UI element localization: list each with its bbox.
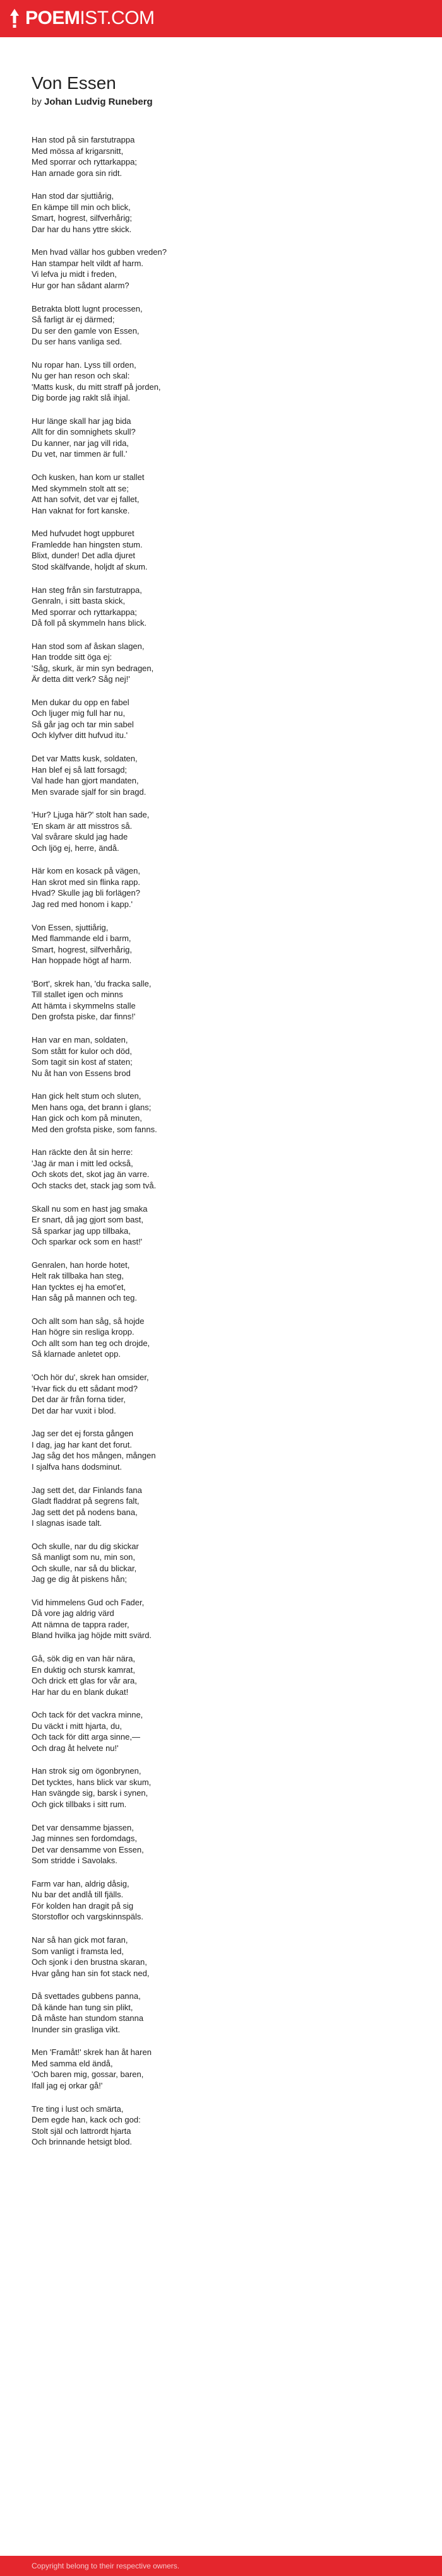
poem-line: Här kom en kosack på vägen, [32,866,140,876]
poem-line: Smart, hogrest, silfverhårig, [32,944,132,954]
poem-line: Tre ting i lust och smärta, [32,2104,124,2114]
poem-line: Och sparkar ock som en hast!' [32,1237,143,1247]
poem-line: Jag sett det, dar Finlands fana [32,1485,142,1495]
poem-line: 'Och hör du', skrek han omsider, [32,1373,149,1383]
poem-line: Farm var han, aldrig dåsig, [32,1878,129,1888]
poem-line: 'Hvar fick du ett sådant mod? [32,1383,138,1393]
poem-line: Och tack för ditt arga sinne,— [32,1732,140,1742]
poem-line: Men dukar du opp en fabel [32,697,129,707]
poem-line: Det var densamme bjassen, [32,1822,134,1832]
poem-line: Vid himmelens Gud och Fader, [32,1597,145,1607]
poem-line: Skall nu som en hast jag smaka [32,1203,148,1214]
poem-line: Men hvad vällar hos gubben vreden? [32,247,167,257]
stanza [32,1372,410,1416]
stanza [32,922,410,966]
poem-line: Inunder sin grasliga vikt. [32,2024,121,2034]
poem-line: Och allt som han såg, så hojde [32,1316,145,1326]
poem-line: Så sparkar jag upp tillbaka, [32,1226,131,1236]
poem-line: Blixt, dunder! Det adla djuret [32,551,136,561]
poem-line: Nu ropar han. Lyss till orden, [32,360,136,370]
poem-line: Och ljög ej, herre, ändå. [32,843,119,853]
poem-line: Han hoppade högt af harm. [32,956,132,966]
stanza [32,1260,410,1304]
poem-line: Som stridde i Savolaks. [32,1856,117,1866]
poem-line: Hur gor han sådant alarm? [32,280,129,290]
poem-line: Att nämna de tappra rader, [32,1619,129,1629]
stanza [32,753,410,797]
poem-line: Dig borde jag raklt slå ihjal. [32,393,131,403]
stanza [32,641,410,685]
stanza [32,1653,410,1697]
stanza [32,865,410,910]
stanza [32,1597,410,1641]
stanza [32,1485,410,1529]
stanza [32,697,410,741]
stanza [32,1765,410,1810]
poem-line: I slagnas isade talt. [32,1518,102,1528]
stanza [32,1034,410,1079]
poem-line: Med hufvudet hogt uppburet [32,529,134,539]
poem-line: Så manligt som nu, min son, [32,1552,136,1562]
poem-line: Och skulle, nar du dig skickar [32,1541,139,1551]
poem-line: Som tagit sin kost af staten; [32,1057,133,1067]
author-link[interactable]: Johan Ludvig Runeberg [44,97,153,107]
poem-line: Storstoflor och vargskinnspäls. [32,1912,144,1922]
poem-line: Han trodde sitt öga ej: [32,652,112,662]
poem-line: Hvar gång han sin fot stack ned, [32,1968,150,1978]
poem-line: Han blef ej så latt forsagd; [32,764,128,775]
poem-line: En kämpe till min och blick, [32,202,131,212]
poem-line: Och drag åt helvete nu!' [32,1743,119,1753]
stanza [32,360,410,404]
poem-body [32,134,410,2160]
poem-line: Jag sett det på nodens bana, [32,1507,138,1517]
logo-text [25,8,155,29]
stanza [32,1428,410,1472]
stanza [32,1991,410,2035]
poem-line: Jag red med honom i kapp.' [32,899,133,909]
poem-line: Till stallet igen och minns [32,990,123,1000]
poem-line: Er snart, då jag gjort som bast, [32,1215,144,1225]
poem-line: En duktig och stursk kamrat, [32,1665,136,1675]
poem-line: Han stod som af åskan slagen, [32,641,145,651]
poem-line: Är detta ditt verk? Såg nej!' [32,674,130,684]
poem-line: Ifall jag ej orkar gå!' [32,2080,103,2090]
poem-line: Med skymmeln stolt att se; [32,483,129,493]
poem-line: Då vore jag aldrig värd [32,1608,114,1619]
poem-line: Som stått for kulor och död, [32,1046,132,1056]
poem-line: 'Såg, skurk, är min syn bedragen, [32,663,154,673]
poem-line: Han gick och kom på minuten, [32,1113,142,1123]
poem-line: 'Matts kusk, du mitt straff på jorden, [32,382,161,392]
poem-line: 'En skam är att misstros så. [32,821,133,831]
poem-line: 'Bort', skrek han, 'du fracka salle, [32,978,152,988]
poem-line: Då foll på skymmeln hans blick. [32,618,147,628]
poem-line: Han svängde sig, barsk i synen, [32,1788,148,1798]
stanza [32,472,410,516]
poem-line: Vi lefva ju midt i freden, [32,269,117,279]
poem-line: Och gick tillbaks i sitt rum. [32,1799,127,1809]
poem-line: Och skulle, nar så du blickar, [32,1563,137,1573]
poem-line: Nu bar det andlå till fjälls. [32,1890,124,1900]
poem-line: Då måste han stundom stanna [32,2013,144,2023]
stanza [32,585,410,629]
poem-title: Von Essen [32,73,116,93]
poem-line: Hvad? Skulle jag bli forlägen? [32,888,140,898]
poem-line: Dar har du hans yttre skick. [32,224,132,234]
stanza [32,978,410,1022]
poem-line: Du ser hans vanliga sed. [32,337,122,347]
poem-line: Stolt själ och lattrordt hjarta [32,2126,131,2136]
poem-header [32,73,410,108]
poem-line: Det dar har vuxit i blod. [32,1405,116,1415]
poem-line: 'Hur? Ljuga här?' stolt han sade, [32,810,150,820]
poem-line: Han skrot med sin flinka rapp. [32,877,140,887]
stanza [32,2047,410,2091]
poem-line: Och sjonk i den brustna skaran, [32,1957,147,1967]
poem-line: Han gick helt stum och sluten, [32,1091,141,1101]
poem-line: Så går jag och tar min sabel [32,719,134,729]
poem-line: Han vaknat for fort kanske. [32,505,130,515]
stanza [32,1822,410,1866]
stanza [32,190,410,235]
poem-line: Gladt fladdrat på segrens falt, [32,1496,140,1506]
poem-line: 'Och baren mig, gossar, baren, [32,2070,144,2080]
poem-line: Men hans oga, det brann i glans; [32,1102,152,1112]
stanza [32,134,410,179]
poem-line: För kolden han dragit på sig [32,1900,134,1911]
poem-line: Stod skälfvande, holjdt af skum. [32,561,148,571]
poem-line: Då svettades gubbens panna, [32,1991,141,2001]
stanza [32,247,410,291]
poem-line: Von Essen, sjuttiårig, [32,922,109,932]
poem-line: Betrakta blott lugnt processen, [32,303,143,313]
poem-line: Att hämta i skymmelns stalle [32,1000,136,1010]
logo-text-light: IST.COM [80,8,155,28]
poem-line: Då kände han tung sin plikt, [32,2002,133,2012]
poem-line: Han arnade gora sin ridt. [32,168,122,178]
stanza [32,1147,410,1191]
poem-line: Framledde han hingsten stum. [32,539,143,549]
poem-line: Och kusken, han kom ur stallet [32,472,145,483]
poem-line: Nu ger han reson och skal: [32,371,130,381]
poem-line: Jag såg det hos mången, mången [32,1451,156,1461]
poem-line: Bland hvilka jag höjde mitt svärd. [32,1630,152,1641]
poem-line: Det var Matts kusk, soldaten, [32,754,138,764]
poem-line: Han räckte den åt sin herre: [32,1147,133,1157]
poem-line: Allt for din somnighets skull? [32,427,136,437]
poem-line: Men 'Framåt!' skrek han åt haren [32,2047,152,2058]
poem-line: Han steg från sin farstutrappa, [32,585,142,595]
poem-line: Med sporrar och ryttarkappa; [32,607,137,617]
poem-line: 'Jag är man i mitt led också, [32,1158,133,1168]
poem-line: Genralen, han horde hotet, [32,1260,130,1270]
poem-line: Han tycktes ej ha emot'et, [32,1282,126,1292]
poem-line: Och brinnande hetsigt blod. [32,2137,132,2147]
poem-line: Han stod dar sjuttiårig, [32,191,114,201]
poem-line: Dem egde han, kack och god: [32,2115,141,2125]
poem-line: Som vanligt i framsta led, [32,1946,124,1956]
poem-line: Med sporrar och ryttarkappa; [32,157,137,167]
poem-line: Helt rak tillbaka han steg, [32,1271,124,1281]
poem-line: Det dar är från forna tider, [32,1395,126,1405]
poem-line: Så klarnade anletet opp. [32,1349,121,1359]
poem-line: Med den grofsta piske, som fanns. [32,1124,157,1134]
copyright-notice: Copyright belong to their respective owners. [32,2561,180,2570]
poem-line: Den grofsta piske, dar finns!' [32,1012,136,1022]
poem-line: Jag ser det ej forsta gången [32,1429,134,1439]
poem-line: Han stampar helt vildt af harm. [32,258,144,268]
poem-line: Smart, hogrest, silfverhårig; [32,213,132,223]
byline [32,96,410,108]
poem-line: Det var densamme von Essen, [32,1844,144,1854]
stanza [32,416,410,460]
poem-line: Genraln, i sitt basta skick, [32,596,126,606]
poem-line: Jag minnes sen fordomdags, [32,1834,137,1844]
poem-line: Hur länge skall har jag bida [32,416,131,426]
stanza [32,2104,410,2148]
by-label: by [32,97,42,107]
poem-line: I dag, jag har kant det forut. [32,1439,132,1449]
poem-line: Nar så han gick mot faran, [32,1935,128,1945]
poem-line: Och skots det, skot jag än varre. [32,1169,150,1180]
stanza [32,303,410,348]
poem-line: Och klyfver ditt hufvud itu.' [32,730,128,741]
site-logo[interactable] [10,8,155,29]
stanza [32,1935,410,1979]
poem-line: Val hade han gjort mandaten, [32,776,139,786]
poem-line: Med samma eld ändå, [32,2058,113,2068]
stanza [32,1203,410,1248]
stanza [32,1316,410,1360]
poem-line: Men svarade sjalf for sin bragd. [32,787,146,797]
poem-line: Med flammande eld i barm, [32,934,131,944]
poem-line: Du vet, nar timmen är full.' [32,449,128,459]
poem-line: Han såg på mannen och teg. [32,1293,137,1303]
stanza [32,809,410,853]
poem-line: Har har du en blank dukat! [32,1687,129,1697]
poem-line: Det tycktes, hans blick var skum, [32,1777,152,1787]
logo-text-bold: POEM [25,8,80,28]
stanza [32,1878,410,1923]
poem-line: Så farligt är ej därmed; [32,315,115,325]
poem-line: Han var en man, soldaten, [32,1035,128,1045]
poem-line: I sjalfva hans dodsminut. [32,1461,122,1472]
poem-line: Och ljuger mig full har nu, [32,708,126,718]
stanza [32,1091,410,1135]
poem-line: Och drick ett glas for vår ara, [32,1676,137,1686]
poem-line: Val svårare skuld jag hade [32,832,128,842]
poem-line: Att han sofvit, det var ej fallet, [32,495,140,505]
poem-line: Han högre sin resliga kropp. [32,1327,134,1337]
poem-line: Med mössa af krigarsnitt, [32,146,124,156]
poem-line: Du kanner, nar jag vill rida, [32,438,129,448]
poem-line: Och allt som han teg och drojde, [32,1338,150,1348]
site-header [0,0,442,37]
poem-line: Och tack för det vackra minne, [32,1710,143,1720]
poem-line: Han stod på sin farstutrappa [32,135,135,144]
poem-line: Gå, sök dig en van här nära, [32,1654,136,1664]
poem-line: Du ser den gamle von Essen, [32,325,140,336]
site-footer [0,2556,442,2576]
stanza [32,1709,410,1753]
poem-line: Jag ge dig åt piskens hån; [32,1574,128,1584]
poem-line: Och stacks det, stack jag som två. [32,1180,157,1190]
stanza [32,528,410,572]
pen-nib-icon [10,9,19,28]
poem-line: Han strok sig om ögonbrynen, [32,1766,141,1776]
poem-line: Du väckt i mitt hjarta, du, [32,1721,122,1731]
stanza [32,1541,410,1585]
poem-line: Nu åt han von Essens brod [32,1068,131,1078]
